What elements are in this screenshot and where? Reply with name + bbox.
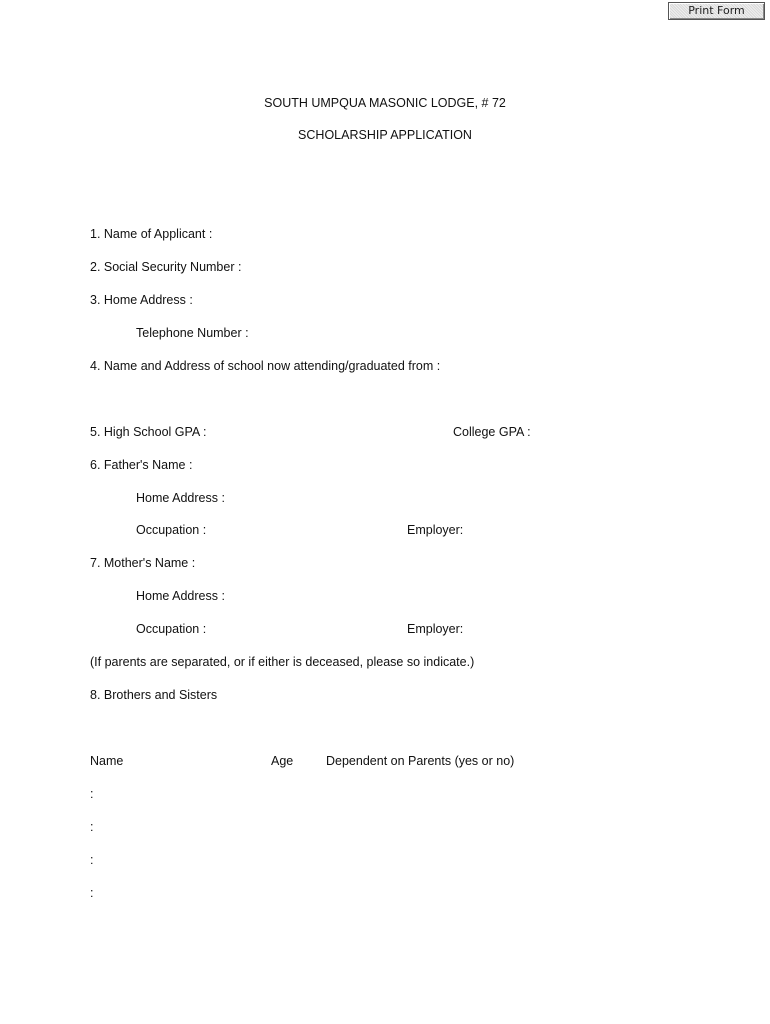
page-title: SCHOLARSHIP APPLICATION xyxy=(298,128,472,142)
field-mother-employer: Employer: xyxy=(407,622,464,636)
field-telephone-number: Telephone Number : xyxy=(136,326,249,340)
field-fathers-name: 6. Father's Name : xyxy=(90,458,193,472)
field-social-security-number: 2. Social Security Number : xyxy=(90,260,242,274)
field-high-school-gpa: 5. High School GPA : xyxy=(90,425,207,439)
table-header-age: Age xyxy=(271,754,294,768)
field-name-of-applicant: 1. Name of Applicant : xyxy=(90,227,213,241)
field-brothers-sisters: 8. Brothers and Sisters xyxy=(90,688,218,702)
field-mother-home-address: Home Address : xyxy=(136,589,225,603)
field-father-occupation: Occupation : xyxy=(136,523,207,537)
table-row: : xyxy=(90,820,94,834)
table-row: : xyxy=(90,787,94,801)
parents-note: (If parents are separated, or if either is deceased, please so indicate.) xyxy=(90,655,475,669)
lodge-name: SOUTH UMPQUA MASONIC LODGE, # 72 xyxy=(264,96,506,110)
table-header-name: Name xyxy=(90,754,124,768)
print-form-button[interactable]: Print Form xyxy=(668,2,765,20)
table-row: : xyxy=(90,853,94,867)
field-college-gpa: College GPA : xyxy=(453,425,531,439)
table-header-dependent: Dependent on Parents (yes or no) xyxy=(326,754,515,768)
field-father-employer: Employer: xyxy=(407,523,464,537)
field-father-home-address: Home Address : xyxy=(136,491,225,505)
field-school-name-address: 4. Name and Address of school now attending/graduated from : xyxy=(90,359,441,373)
field-home-address: 3. Home Address : xyxy=(90,293,193,307)
table-row: : xyxy=(90,886,94,900)
field-mother-occupation: Occupation : xyxy=(136,622,207,636)
field-mothers-name: 7. Mother's Name : xyxy=(90,556,196,570)
